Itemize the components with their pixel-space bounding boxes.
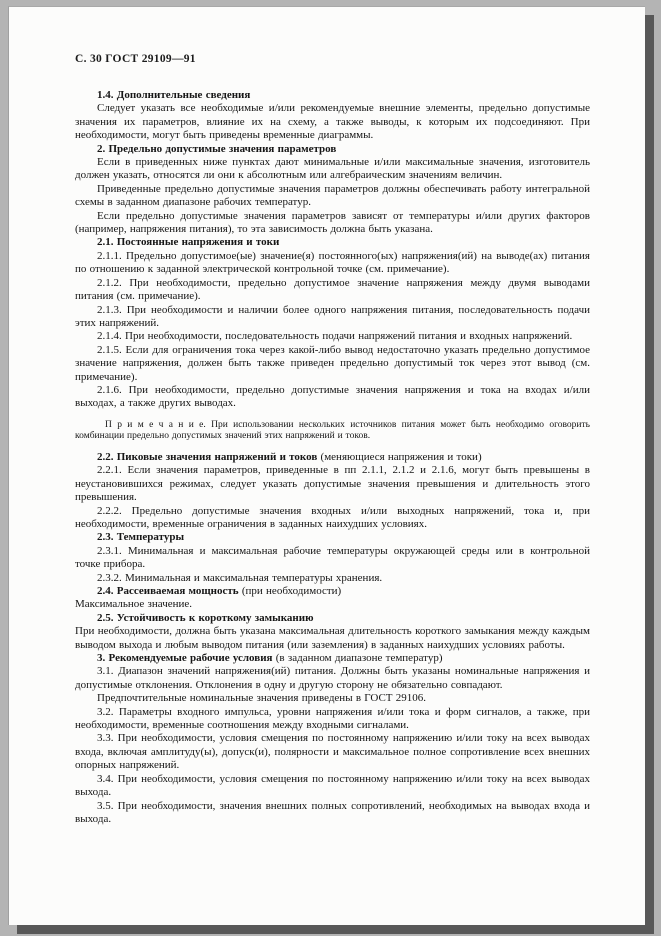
- body-text: (при необходимости): [238, 585, 342, 597]
- body-text: 2.1.5. Если для ограничения тока через какой-либо вывод недостаточно указать предельно допустимое значение напряжения, должен быть также приведен предельно допустимый ток через этот вывод (см. примечание).: [75, 343, 590, 383]
- paragraph: [75, 464, 590, 504]
- paragraph: [75, 344, 590, 384]
- body-text: При необходимости, должна быть указана максимальная длительность короткого замыкания между каждым выводом выхода и любым выводом питания (или заземления) в заданных наихудших условиях работы.: [75, 625, 590, 651]
- paragraph: [75, 156, 590, 183]
- body-text: (в заданном диапазоне температур): [272, 652, 443, 665]
- heading-text: 2.4. Рассеиваемая мощность: [97, 585, 239, 597]
- heading-text: 2.1. Постоянные напряжения и токи: [97, 236, 280, 249]
- body-text: 3.3. При необходимости, условия смещения по постоянному напряжению и/или току на всех выводах входа, включая амплитуду(ы), допуск(и), полярности и максимальное полное сопротивление всех внешних опорных напряжений.: [75, 732, 590, 772]
- paragraph: [75, 250, 590, 277]
- body-text: (меняющиеся напряжения и токи): [317, 450, 482, 463]
- paragraph: [75, 732, 590, 772]
- section-heading-1-4: [75, 89, 590, 102]
- section-heading-2-5: [75, 612, 590, 625]
- body-text: Максимальное значение.: [75, 598, 193, 611]
- section-heading-2-2: [75, 451, 590, 464]
- note-paragraph: [75, 420, 590, 443]
- body-text: Если в приведенных ниже пунктах дают минимальные и/или максимальные значения, изготовитель должен указать, относятся ли они к абсолютным или алгебраическим значениям величин.: [75, 156, 590, 182]
- body-text: 2.3.1. Минимальная и максимальная рабочие температуры окружающей среды или в контрольной точке прибора.: [75, 544, 590, 571]
- body-text: Если предельно допустимые значения параметров зависят от температуры и/или других факторов (например, напряжения питания), то эта зависимость должна быть указана.: [75, 209, 590, 236]
- paragraph: [75, 330, 590, 343]
- paragraph: [75, 572, 590, 585]
- section-heading-2-4: [75, 585, 590, 598]
- body-text: Приведенные предельно допустимые значения параметров должны обеспечивать работу интегральной схемы в заданном диапазоне рабочих температур.: [75, 182, 590, 209]
- section-heading-3: [75, 652, 590, 665]
- paragraph: [75, 183, 590, 210]
- body-text: 2.1.2. При необходимости, предельно допустимое значение напряжения между двумя выводами питания (см. примечание).: [75, 276, 590, 303]
- body-text: 3.1. Диапазон значений напряжения(ий) питания. Должны быть указаны номинальные напряжения и допустимые отклонения. Отклонения в одну и другую сторону не обязательно совпадают.: [75, 665, 590, 691]
- body-text: Следует указать все необходимые и/или рекомендуемые внешние элементы, предельно допустимые значения их параметров, влияние их на схему, а также выводы, к которым их подсоединяют. При необходимости, могут быть приведены временные диаграммы.: [75, 102, 590, 142]
- document-page: [8, 6, 645, 925]
- body-text: 2.2.1. Если значения параметров, приведенные в пп 2.1.1, 2.1.2 и 2.1.6, могут быть превышены в неустановившихся режимах, следует указать допустимые значения превышения и длительность этого превышения.: [75, 464, 590, 504]
- paragraph: [75, 304, 590, 331]
- body-text: 2.1.1. Предельно допустимое(ые) значение(я) постоянного(ых) напряжения(ий) на выводе(ах) питания по отношению к заданной электрической контрольной точке (см. примечание).: [75, 249, 590, 276]
- heading-text: 3. Рекомендуемые рабочие условия: [97, 652, 273, 665]
- paragraph: [75, 665, 590, 692]
- body-text: 2.1.3. При необходимости и наличии более одного напряжения питания, последовательность подачи этих напряжений.: [75, 303, 590, 329]
- paragraph: [75, 692, 590, 705]
- page-header: С. 30 ГОСТ 29109—91: [75, 53, 196, 65]
- paragraph: [75, 102, 590, 142]
- body-text: 3.4. При необходимости, условия смещения по постоянному напряжению и/или току на всех выводах выхода.: [75, 772, 590, 799]
- heading-text: 1.4. Дополнительные сведения: [97, 89, 251, 101]
- heading-text: 2.3. Температуры: [97, 531, 185, 544]
- body-text: 3.5. При необходимости, значения внешних полных сопротивлений, необходимых на выводах входа и выхода.: [75, 799, 590, 825]
- body-text: П р и м е ч а н и е. При использовании нескольких источников питания может быть необходимо оговорить комбинации предельно допустимых значений этих напряжений и токов.: [75, 419, 590, 442]
- paragraph: [75, 210, 590, 237]
- paragraph: [75, 384, 590, 411]
- section-heading-2-3: [75, 531, 590, 544]
- paragraph: [75, 800, 590, 827]
- body-text: 2.1.6. При необходимости, предельно допустимые значения напряжения и тока на входах и/или выходах, а также других выводах.: [75, 383, 590, 410]
- heading-text: 2. Предельно допустимые значения параметров: [97, 142, 337, 155]
- paragraph: [75, 625, 590, 652]
- document-body: [75, 89, 590, 826]
- paragraph: [75, 545, 590, 572]
- section-heading-2: [75, 143, 590, 156]
- body-text: 2.2.2. Предельно допустимые значения входных и/или выходных напряжений, тока и, при необходимости, временные ограничения в заданных наихудших условиях.: [75, 504, 590, 530]
- body-text: 3.2. Параметры входного импульса, уровни напряжения и/или тока и форм сигналов, а также, при необходимости, временные соотношения между входными сигналами.: [75, 705, 590, 732]
- body-text: Предпочтительные номинальные значения приведены в ГОСТ 29106.: [97, 692, 426, 705]
- section-heading-2-1: [75, 236, 590, 249]
- paragraph: [75, 773, 590, 800]
- heading-text: 2.5. Устойчивость к короткому замыканию: [97, 611, 314, 624]
- body-text: 2.1.4. При необходимости, последовательность подачи напряжений питания и входных напряжений.: [97, 330, 573, 343]
- body-text: 2.3.2. Минимальная и максимальная температуры хранения.: [97, 571, 383, 584]
- heading-text: 2.2. Пиковые значения напряжений и токов: [97, 450, 318, 463]
- paragraph: [75, 505, 590, 532]
- paragraph: [75, 706, 590, 733]
- paragraph: [75, 598, 590, 611]
- paragraph: [75, 277, 590, 304]
